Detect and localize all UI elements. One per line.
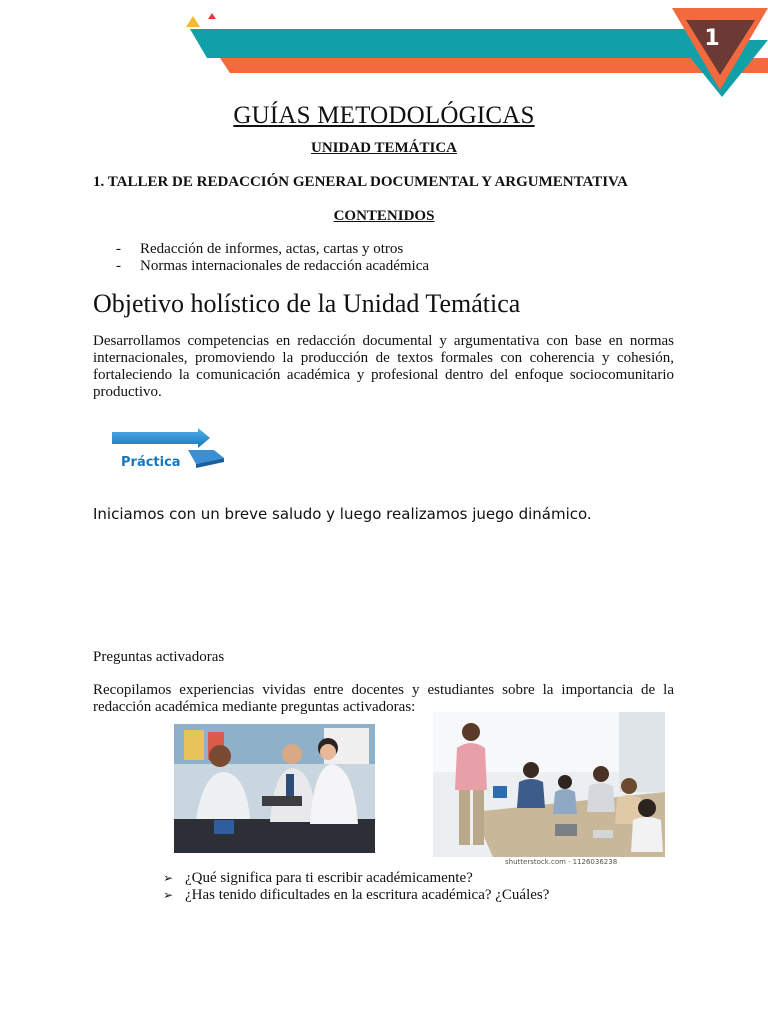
objective-paragraph: Desarrollamos competencias en redacción documental y argumentativa con base en normas internacionales, promoviendo la producción de textos formales con coherencia y cohesión, fortaleciendo la comunicación académica y profesional dentro del enfoque sociocomunitario productivo.	[93, 333, 674, 400]
list-item	[116, 258, 429, 275]
arrow-bullet-icon: ➢	[163, 888, 174, 902]
classroom-photo	[433, 712, 665, 857]
activating-questions-list	[163, 870, 549, 904]
question-text: ¿Qué significa para ti escribir académicamente?	[185, 870, 473, 886]
question-text: ¿Has tenido dificultades en la escritura académica? ¿Cuáles?	[185, 887, 550, 903]
yellow-triangle-decoration	[186, 16, 200, 27]
list-marker: -	[116, 258, 121, 274]
list-item-text: Redacción de informes, actas, cartas y otros	[140, 241, 404, 257]
orange-stripe	[220, 58, 768, 73]
list-item	[116, 241, 429, 258]
list-marker: -	[116, 241, 121, 257]
question-item	[163, 887, 549, 904]
list-item-text: Normas internacionales de redacción académica	[140, 258, 430, 274]
workshop-heading: 1. TALLER DE REDACCIÓN GENERAL DOCUMENTAL Y ARGUMENTATIVA	[93, 174, 628, 190]
page-number: 1	[704, 26, 720, 51]
page-title: GUÍAS METODOLÓGICAS	[233, 102, 535, 129]
red-triangle-decoration	[208, 13, 216, 19]
objective-heading: Objetivo holístico de la Unidad Temática	[93, 289, 521, 318]
meeting-photo	[174, 724, 375, 853]
questions-heading: Preguntas activadoras	[93, 649, 225, 665]
question-item	[163, 870, 549, 887]
practica-label: Práctica	[121, 455, 181, 470]
header-banner	[0, 0, 768, 100]
contents-heading: CONTENIDOS	[333, 208, 435, 224]
teal-stripe	[190, 29, 700, 58]
contents-list	[116, 241, 429, 275]
questions-intro-paragraph: Recopilamos experiencias vividas entre docentes y estudiantes sobre la importancia de la redacción académica mediante preguntas activadoras:	[93, 682, 674, 715]
arrow-bullet-icon: ➢	[163, 871, 174, 885]
intro-text: Iniciamos con un breve saludo y luego realizamos juego dinámico.	[93, 505, 592, 523]
unit-subtitle: UNIDAD TEMÁTICA	[311, 140, 457, 156]
photo-credit: shutterstock.com · 1126036238	[505, 858, 618, 866]
